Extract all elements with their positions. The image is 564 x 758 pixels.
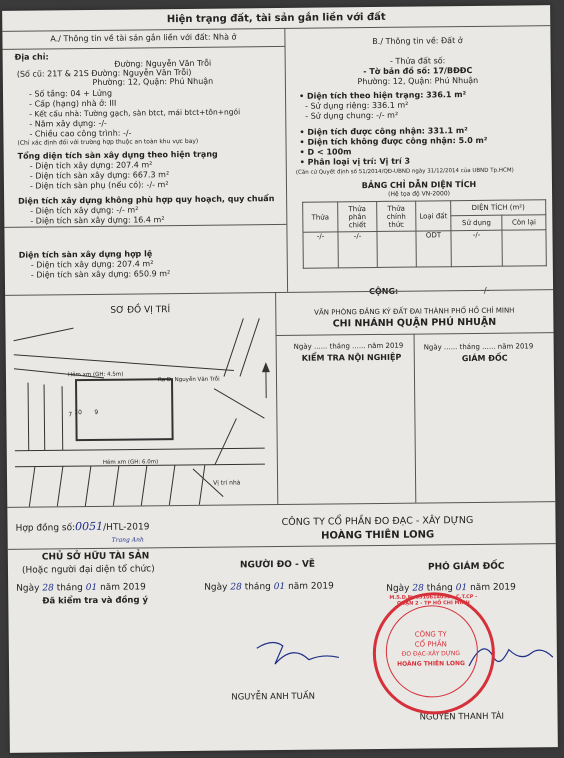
- lot-number: 7: [68, 411, 73, 419]
- legal-build-area: - Diện tích xây dựng: 207.4 m²: [30, 259, 154, 270]
- common-use: - Sử dụng chung: -/- m²: [305, 110, 399, 121]
- road-line: [223, 318, 244, 376]
- table-title: BẢNG CHỈ DẪN DIỆN TÍCH: [361, 179, 477, 191]
- noncompliant-label: Diện tích xây dựng không phù hợp quy hoạch, quy chuẩn: [18, 194, 275, 206]
- divider: [5, 289, 553, 296]
- date-month-label: tháng: [244, 582, 271, 593]
- lot-line: [141, 465, 147, 505]
- contract-number: 0051: [75, 519, 104, 534]
- date-prefix: Ngày: [16, 583, 40, 594]
- doc-title: Hiện trạng đất, tài sản gắn liền với đất: [166, 11, 386, 26]
- divider: [8, 543, 556, 550]
- office-name: VĂN PHÒNG ĐĂNG KÝ ĐẤT ĐAI THÀNH PHỐ HỒ CHÍ MINH: [314, 306, 515, 317]
- position-label: Vị trí nhà: [213, 479, 241, 487]
- lot-line: [214, 418, 236, 464]
- date-month: 01: [455, 583, 468, 594]
- column-divider: [414, 334, 417, 503]
- position-class: • Phân loại vị trí: Vị trí 3: [299, 156, 411, 167]
- aux-floor-area: - Diện tích sàn phụ (nếu có): -/- m²: [29, 180, 169, 191]
- house-lot: [76, 379, 173, 440]
- area-recognized: • Diện tích được công nhận: 331.1 m²: [299, 126, 468, 137]
- map-sheet: - Tờ bản đồ số: 17/BĐĐC: [363, 65, 473, 77]
- date-year: năm 2019: [100, 582, 146, 593]
- date-day: 28: [230, 582, 242, 593]
- company-brand: HOÀNG THIÊN LONG: [321, 529, 435, 542]
- office-branch: CHI NHÁNH QUẬN PHÚ NHUẬN: [332, 316, 497, 330]
- lot-line: [113, 466, 119, 506]
- total-build-area: - Diện tích xây dựng: 207.4 m²: [29, 160, 153, 171]
- surveyor-name: NGUYỄN ANH TUẤN: [231, 691, 316, 703]
- table-subtitle: (Hệ tọa độ VN-2000): [388, 190, 451, 198]
- cell: [377, 231, 416, 267]
- surveyor-signature: [253, 633, 343, 674]
- date-month-label: tháng: [426, 583, 453, 594]
- cell: -/-: [451, 230, 503, 267]
- date-year: năm 2019: [470, 582, 516, 594]
- document-page: [2, 5, 558, 753]
- owner-checked: Đã kiểm tra và đồng ý: [42, 595, 149, 607]
- lot-line: [28, 383, 29, 451]
- parcel-number: - Thửa đất số:: [389, 56, 446, 66]
- road-line: [239, 318, 260, 376]
- contract-scribble: Trang Anh: [111, 536, 144, 544]
- area-current: • Diện tích theo hiện trạng: 336.1 m²: [298, 90, 467, 101]
- stamp-text: CÔNG TY: [414, 630, 447, 639]
- office-date-right: Ngày ...... tháng ...... năm 2019: [423, 342, 534, 352]
- contract-label: Hợp đồng số:: [15, 523, 76, 534]
- office-date-left: Ngày ...... tháng ...... năm 2019: [293, 341, 404, 351]
- road-line: [13, 328, 73, 341]
- area-table: [302, 199, 547, 269]
- date-day: 28: [42, 583, 54, 594]
- lot-line: [85, 466, 91, 506]
- cell: -/-: [303, 232, 338, 268]
- stamp-ring-text: M.S.D.N: 0310614056 - C.T.CP - QUẬN 2 - TP HỒ CHÍ MINH: [389, 593, 478, 607]
- nc-floor-area: - Diện tích sàn xây dựng: 16.4 m²: [30, 215, 165, 226]
- legal-area-label: Diện tích sàn xây dựng hợp lệ: [18, 249, 153, 260]
- total-area-label: Tổng diện tích sàn xây dựng theo hiện trạng: [17, 149, 218, 161]
- col-loai-dat: Loại đất: [416, 201, 451, 231]
- lot-line: [57, 466, 63, 506]
- date-prefix: Ngày: [386, 583, 410, 594]
- street: Đường: Nguyễn Văn Trỗi: [114, 58, 212, 69]
- col-phan-chiet: Thửa phân chiết: [338, 201, 377, 231]
- divider: [2, 25, 550, 32]
- nc-build-area: - Diện tích xây dựng: -/- m²: [30, 205, 139, 216]
- lot-number: 9: [94, 408, 99, 416]
- date-month: 01: [85, 582, 98, 594]
- north-arrow-head: [262, 362, 270, 372]
- checker-title: KIỂM TRA NỘI NGHIỆP: [301, 352, 402, 363]
- floors: - Số tầng: 04 + Lửng: [28, 88, 113, 99]
- ward-a: Phường: 12, Quận: Phú Nhuận: [92, 76, 214, 87]
- owner-subtitle: (Hoặc người đại diện tổ chức): [21, 564, 155, 576]
- company-stamp: [372, 592, 495, 715]
- owner-date: [16, 582, 146, 593]
- lot-line: [29, 467, 35, 507]
- structure: - Kết cấu nhà: Tường gạch, sàn btct, mái btct+tôn+ngói: [29, 107, 241, 119]
- company-name: CÔNG TY CỔ PHẦN ĐO ĐẠC - XÂY DỰNG: [281, 514, 474, 528]
- vice-director-name: NGUYỄN THANH TÀI: [419, 711, 505, 723]
- col-thua: Thửa: [303, 202, 338, 232]
- contract-suffix: /HTL-2019: [103, 522, 150, 533]
- address-label: Địa chỉ:: [14, 52, 49, 62]
- stamp-text: CỔ PHẦN: [414, 640, 447, 649]
- cell: -/-: [338, 231, 377, 267]
- col-chinh-thuc: Thửa chính thức: [377, 201, 416, 231]
- lot-line: [199, 465, 205, 505]
- road-line: [15, 448, 265, 451]
- lot-line: [214, 388, 264, 419]
- legal-floor-area: - Diện tích sàn xây dựng: 650.9 m²: [30, 269, 171, 280]
- lot-number: 10: [74, 409, 83, 417]
- date-month: 01: [273, 581, 286, 593]
- contract-line: [15, 521, 149, 533]
- total-floor-area: - Diện tích sàn xây dựng: 667.3 m²: [29, 170, 170, 181]
- vice-director-title: PHÓ GIÁM ĐỐC: [427, 561, 505, 573]
- col-con-lai: Còn lại: [502, 215, 546, 230]
- date-prefix: Ngày: [204, 582, 228, 593]
- build-year: - Năm xây dựng: -/-: [29, 118, 107, 129]
- date-year: năm 2019: [288, 581, 334, 592]
- old-number: (Số cũ: 21T & 21S Đường: Nguyễn Văn Trỗi): [16, 67, 192, 79]
- section-b-header: B./ Thông tin về: Đất ở: [372, 36, 463, 47]
- date-month-label: tháng: [56, 583, 83, 594]
- divider: [3, 46, 285, 50]
- director-title: GIÁM ĐỐC: [461, 353, 508, 364]
- surveyor-date: [204, 581, 334, 592]
- lot-line: [44, 384, 45, 450]
- height-note: (Chỉ xác định đối với trường hợp thuộc an toàn khu vực bay): [17, 137, 199, 147]
- grade: - Cấp (hạng) nhà ở: III: [29, 98, 117, 109]
- col-dien-tich: DIỆN TÍCH (m²): [451, 200, 546, 216]
- vice-date: [386, 583, 516, 594]
- private-use: - Sử dụng riêng: 336.1 m²: [305, 100, 409, 111]
- alley-label-2: Hẻm xm (GH: 6.0m): [102, 459, 159, 466]
- col-su-dung: Sử dụng: [451, 215, 502, 231]
- cell: [502, 230, 546, 266]
- owner-title: CHỦ SỞ HỮU TÀI SẢN: [41, 551, 150, 563]
- road-line: [14, 352, 234, 372]
- stamp-text: HOÀNG THIÊN LONG: [397, 660, 465, 668]
- date-day: 28: [412, 583, 424, 594]
- lot-line: [62, 386, 63, 450]
- building-height: - Chiều cao công trình: -/-: [29, 128, 132, 139]
- surveyor-title: NGƯỜI ĐO - VẼ: [239, 559, 316, 571]
- road-label: Ra Đ. Nguyễn Văn Trỗi: [157, 376, 220, 384]
- distance: • D < 100m: [299, 147, 352, 157]
- basis-note: (Căn cứ Quyết định số 51/2014/QĐ-UBND ngày 31/12/2014 của UBND Tp.HCM): [295, 167, 514, 176]
- cell: ODT: [416, 231, 451, 267]
- section-a-header: A./ Thông tin về tài sản gắn liền với đất: Nhà ở: [50, 32, 237, 44]
- ward-b: Phường: 12, Quận: Phú Nhuận: [357, 75, 479, 87]
- alley-label-1: Hẻm xm (GH: 4.5m): [67, 371, 124, 379]
- stamp-text: ĐO ĐẠC-XÂY DỰNG: [401, 650, 461, 658]
- map-title: SƠ ĐỒ VỊ TRÍ: [110, 305, 171, 316]
- lot-line: [169, 465, 175, 505]
- area-not-recognized: • Diện tích không được công nhận: 5.0 m²: [299, 135, 488, 147]
